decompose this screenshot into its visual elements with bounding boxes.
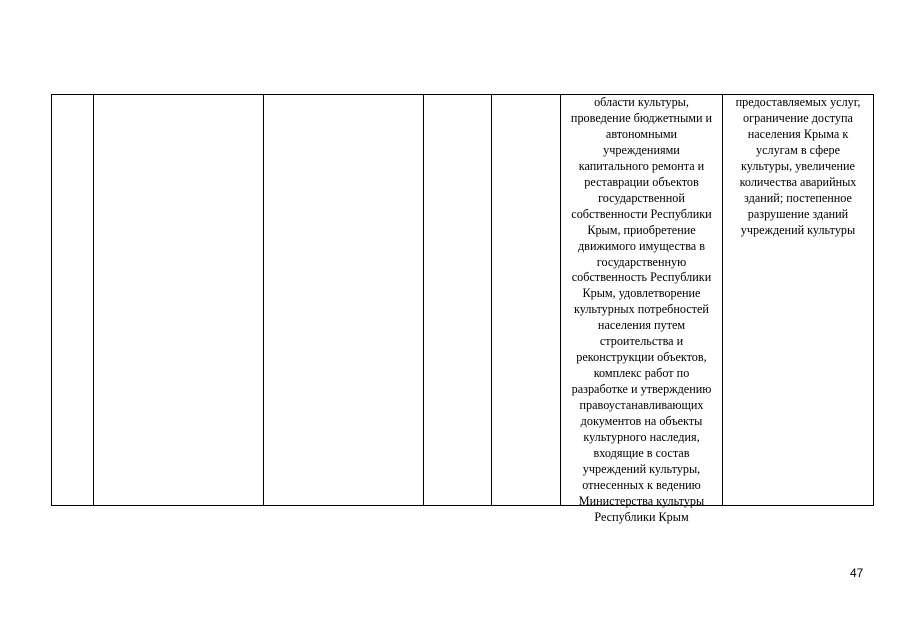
cell-line: населения Крыма к bbox=[747, 126, 849, 141]
table-column-activities bbox=[560, 95, 722, 524]
cell-line: автономными bbox=[605, 126, 678, 141]
cell-line: строительства и bbox=[599, 334, 684, 349]
cell-line: Крым, приобретение bbox=[587, 222, 696, 237]
cell-line: Республики Крым bbox=[594, 509, 689, 524]
cell-line: собственность Республики bbox=[571, 270, 712, 285]
table-column-3 bbox=[263, 95, 423, 505]
cell-line: государственной bbox=[598, 190, 685, 205]
cell-line: культуры, увеличение bbox=[741, 158, 855, 173]
cell-line: учреждений культуры, bbox=[582, 461, 701, 476]
cell-line: комплекс работ по bbox=[593, 366, 690, 381]
cell-line: населения путем bbox=[597, 318, 686, 333]
cell-line: документов на объекты bbox=[580, 414, 703, 429]
cell-line: отнесенных к ведению bbox=[582, 477, 701, 492]
cell-line: области культуры, bbox=[594, 95, 689, 109]
cell-line: капитального ремонта и bbox=[578, 158, 705, 173]
cell-line: реконструкции объектов, bbox=[576, 350, 707, 365]
table-column-5 bbox=[491, 95, 560, 505]
cell-line: Крым, удовлетворение bbox=[582, 286, 701, 301]
cell-line: учреждений культуры bbox=[740, 222, 856, 237]
table-column-number bbox=[52, 95, 93, 505]
cell-line: правоустанавливающих bbox=[579, 398, 704, 413]
risks-cell-text bbox=[723, 95, 873, 239]
activities-cell-text bbox=[561, 95, 722, 526]
cell-line: реставрации объектов bbox=[584, 174, 699, 189]
page-number: 47 bbox=[850, 566, 864, 580]
cell-line: культурного наследия, bbox=[583, 430, 700, 445]
table-column-4 bbox=[423, 95, 491, 505]
cell-line: культурных потребностей bbox=[574, 302, 709, 317]
cell-line: зданий; постепенное bbox=[744, 190, 852, 205]
table-column-risks bbox=[722, 95, 873, 505]
table-column-2 bbox=[93, 95, 263, 505]
cell-line: разработке и утверждению bbox=[571, 382, 712, 397]
cell-line: разрушение зданий bbox=[747, 206, 849, 221]
cell-line: учреждениями bbox=[603, 142, 680, 157]
cell-line: количества аварийных bbox=[739, 174, 857, 189]
cell-line: услугам в сфере bbox=[755, 142, 840, 157]
cell-line: ограничение доступа bbox=[743, 110, 853, 125]
document-table bbox=[51, 94, 874, 524]
cell-line: Министерства культуры bbox=[578, 493, 705, 508]
cell-line: предоставляемых услуг, bbox=[735, 95, 861, 109]
cell-line: собственности Республики bbox=[571, 206, 712, 221]
cell-line: проведение бюджетными и bbox=[570, 110, 713, 125]
cell-line: входящие в состав bbox=[593, 445, 690, 460]
cell-line: государственную bbox=[596, 254, 687, 269]
cell-line: движимого имущества в bbox=[577, 238, 706, 253]
